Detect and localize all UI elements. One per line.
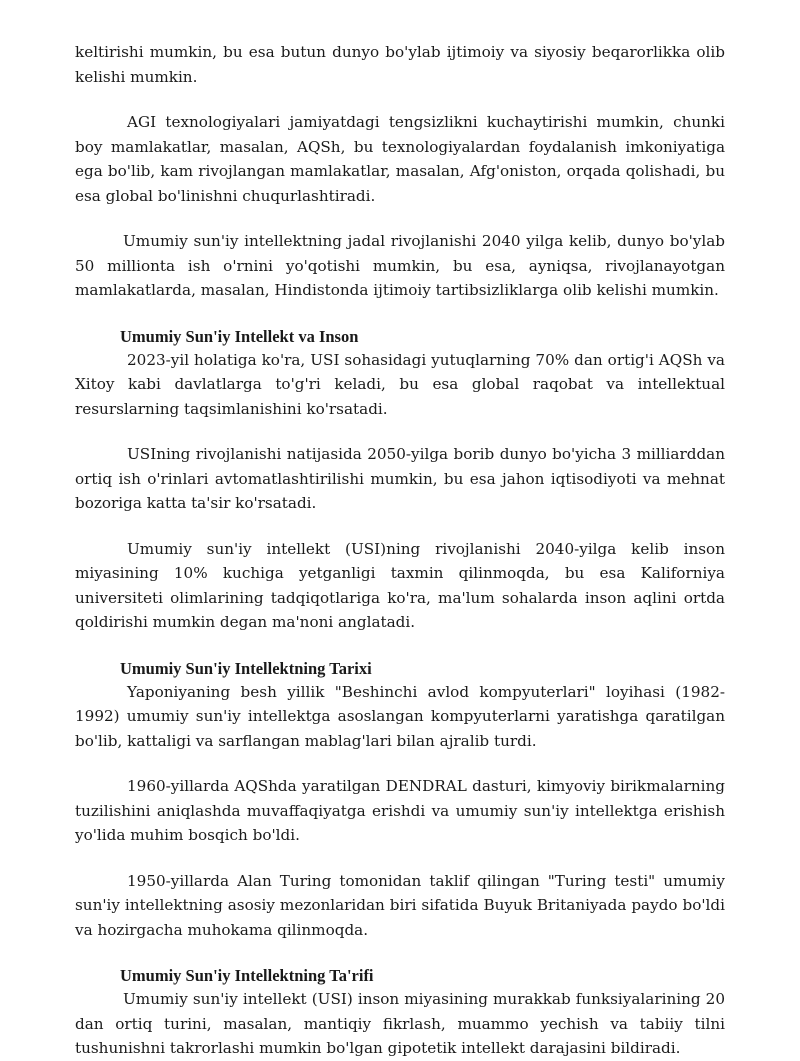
section-heading: Umumiy Sun'iy Intellekt va Inson <box>120 326 359 346</box>
section-heading: Umumiy Sun'iy Intellektning Tarixi <box>120 658 372 678</box>
paragraph: Umumiy sun'iy intellekt (USI)ning rivojlanishi 2040-yilga kelib inson miyasining 10% kuchiga yetganligi taxmin qilinmoqda, bu esa Kaliforniya universiteti olimlarining tadqiqotlariga ko'ra, ma'lum sohalarda inson aqlini ortda qoldirishi mumkin degan ma'noni anglatadi. <box>75 539 725 631</box>
paragraph: Umumiy sun'iy intellektning jadal rivojlanishi 2040 yilga kelib, dunyo bo'ylab 50 millionta ish o'rnini yo'qotishi mumkin, bu esa, ayniqsa, rivojlanayotgan mamlakatlarda, masalan, Hindistonda ijtimoiy tartibsizliklarga olib kelishi mumkin. <box>75 232 725 299</box>
paragraph: 1950-yillarda Alan Turing tomonidan taklif qilingan "Turing testi" umumiy sun'iy intellektning asosiy mezonlaridan biri sifatida Buyuk Britaniyada paydo bo'ldi va hozirgacha muhokama qilinmoqda. <box>75 871 725 939</box>
paragraph: USIning rivojlanishi natijasida 2050-yilga borib dunyo bo'yicha 3 milliarddan ortiq ish o'rinlari avtomatlashtirilishi mumkin, bu esa jahon iqtisodiyoti va mehnat bozoriga katta ta'sir ko'rsatadi. <box>75 445 725 512</box>
paragraph: AGI texnologiyalari jamiyatdagi tengsizlikni kuchaytirishi mumkin, chunki boy mamlakatlar, masalan, AQSh, bu texnologiyalardan foydalanish imkoniyatiga ega bo'lib, kam rivojlangan mamlakatlar, masalan, Afg'oniston, orqada qolishadi, bu esa global bo'linishni chuqurlashtiradi. <box>75 113 725 205</box>
paragraph: 1960-yillarda AQShda yaratilgan DENDRAL dasturi, kimyoviy birikmalarning tuzilishini aniqlashda muvaffaqiyatga erishdi va umumiy sun'iy intellektga erishish yo'lida muhim bosqich bo'ldi. <box>75 777 725 844</box>
paragraph: keltirishi mumkin, bu esa butun dunyo bo'ylab ijtimoiy va siyosiy beqarorlikka olib kelishi mumkin. <box>75 43 725 86</box>
section-heading: Umumiy Sun'iy Intellektning Ta'rifi <box>120 966 374 985</box>
paragraph: Yaponiyaning besh yillik "Beshinchi avlod kompyuterlari" loyihasi (1982-1992) umumiy sun'iy intellektga asoslangan kompyuterlarni yaratishga qaratilgan bo'lib, kattaligi va sarflangan mablag'lari bilan ajralib turdi. <box>75 682 725 750</box>
paragraph: Umumiy sun'iy intellekt (USI) inson miyasining murakkab funksiyalarining 20 dan ortiq turini, masalan, mantiqiy fikrlash, muammo yechish va tabiiy tilni tushunishni takrorlashi mumkin bo'lgan gipotetik intellekt darajasini bildiradi. <box>75 990 725 1057</box>
paragraph: 2023-yil holatiga ko'ra, USI sohasidagi yutuqlarning 70% dan ortig'i AQSh va Xitoy kabi davlatlarga to'g'ri keladi, bu esa global raqobat va intellektual resurslarning taqsimlanishini ko'rsatadi. <box>75 350 725 418</box>
document-page <box>75 40 725 1061</box>
